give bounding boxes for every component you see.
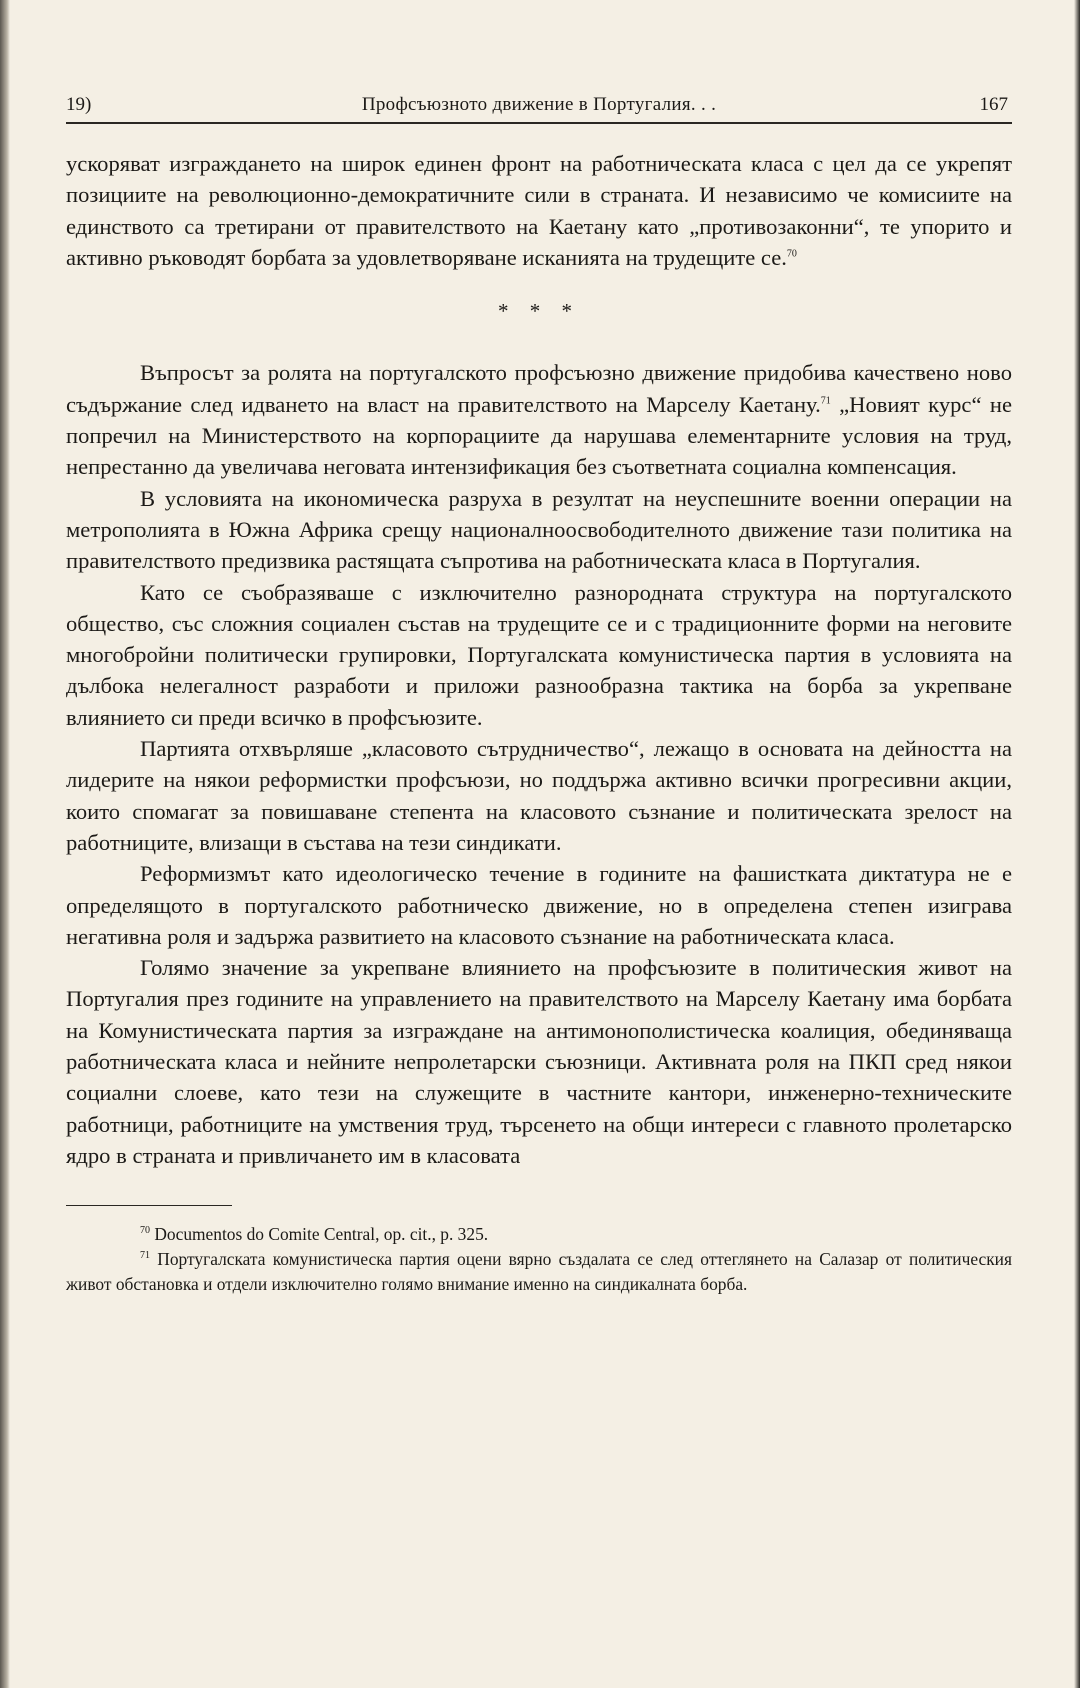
footnote-rule (66, 1205, 232, 1206)
paragraph: Въпросът за ролята на португалското профсъюзно движение придобива качествено ново съдържание след идването на власт на правителството на Марселу Каетану.$^{71}$ „Новият курс“ не попречил на Министерството на корпорациите да нарушава елементарните условия на труд, непрестанно да увеличава неговата интензификация без съответната социална компенсация. (66, 360, 1012, 480)
page-number: 167 (979, 94, 1008, 115)
footnote-ref-70: 70 (786, 248, 797, 260)
footnote-marker: 70 (140, 1225, 150, 1237)
running-head-left: 19) (66, 94, 92, 115)
footnote: $^{70}$ Documentos do Comite Central, op. cit., p. 325. (140, 1224, 489, 1245)
paragraph: Като се съобразяваше с изключително разнородната структура на португалското общество, със сложния социален състав на трудещите се и с традиционните форми на неговите многобройни политически групировки, Португалската комунистическа партия в условията на дълбока нелегалност разработи и приложи разнообразна тактика на борба за укрепване влиянието си преди всичко в профсъюзите. (66, 579, 1012, 730)
footnote-marker: 71 (140, 1250, 150, 1262)
footnote: $^{71}$ Португалската комунистическа партия оцени вярно създалата се след оттеглянето на Салазар от политическия живот обстановка и отдели изключително голямо внимание именно на синдикалната борба. (66, 1249, 1012, 1295)
running-head (66, 88, 1012, 124)
running-head-title: Профсъюзното движение в Португалия. . . (361, 94, 717, 115)
footnotes (66, 1222, 1012, 1297)
paragraph: Голямо значение за укрепване влиянието на профсъюзите в политическия живот на Португалия през годините на управлението на правителството на Марселу Каетану има борбата на Комунистическата партия за изграждане на антимонополистическа коалиция, обединяваща работническата класа и нейните непролетарски съюзници. Активната роля на ПКП сред някои социални слоеве, като тези на служещите в частните кантори, инженерно-техническите работници, работниците на умствения труд, търсенето на общи интереси с главното пролетарско ядро в страната и привличането им в класовата (66, 955, 1012, 1168)
paragraph: Реформизмът като идеологическо течение в годините на фашистката диктатура не е определящото в португалското работническо движение, но в определена степен изиграва негативна роля и задържа развитието на класовото съзнание на работническата класа. (66, 861, 1012, 949)
book-page (66, 88, 1012, 1297)
footnote-ref-71: 71 (820, 395, 831, 407)
paragraph: Партията отхвърляше „класовото сътрудничество“, лежащо в основата на дейността на лидерите на някои реформистки профсъюзи, но поддържа активно всички прогресивни акции, които спомагат за повишаване степента на класовото съзнание и политическата зрелост на работниците, влизащи в състава на тези синдикати. (66, 736, 1012, 855)
page-binding-shadow (0, 0, 10, 1688)
body-text (66, 148, 1012, 1171)
section-separator: * * * (498, 299, 580, 324)
paragraph-continued: ускоряват изграждането на широк единен фронт на работническата класа с цел да се укрепят позициите на революционно-демократичните сили в страната. И независимо че комисиите на единството са третирани от правителството на Каетану като „противозаконни“, те упорито и активно ръководят борбата за удовлетворяване исканията на трудещите се.$^{70}$ (66, 151, 1012, 270)
paragraph: В условията на икономическа разруха в резултат на неуспешните военни операции на метрополията в Южна Африка срещу националноосвободителното движение тази политика на правителството предизвика растящата съпротива на работническата класа в Португалия. (66, 485, 1012, 574)
page-edge-shadow (1074, 0, 1080, 1688)
